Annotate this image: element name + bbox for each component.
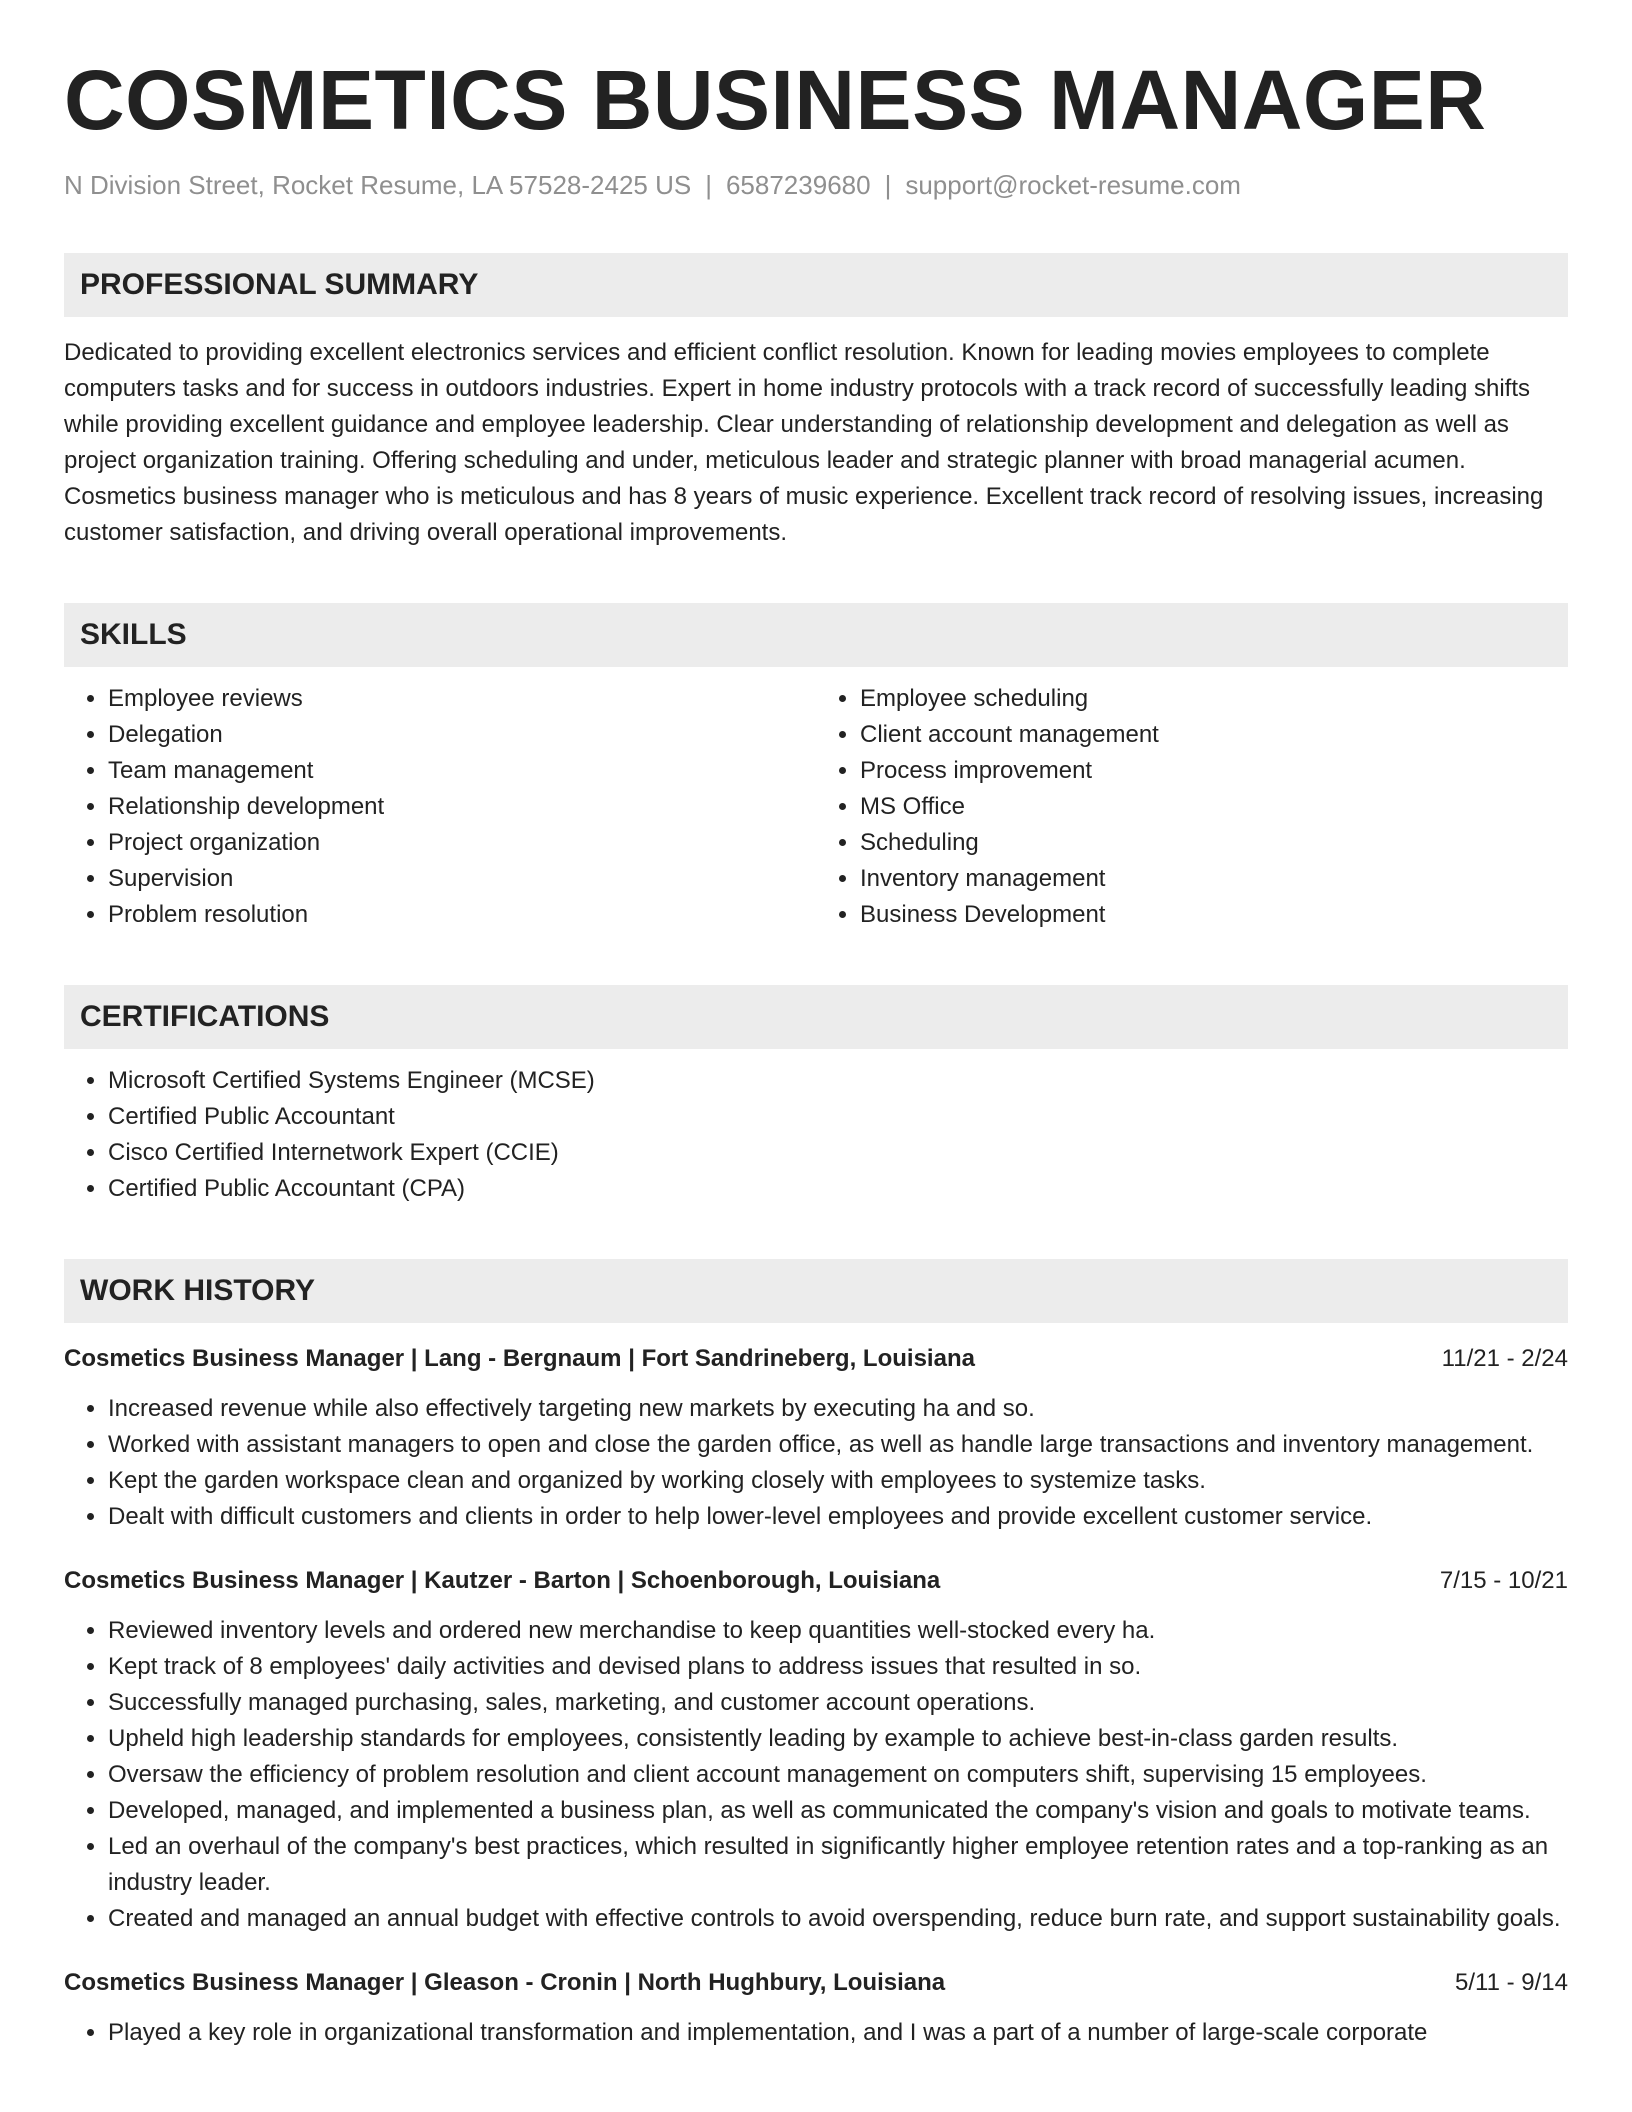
job-dates: 5/11 - 9/14 (1455, 1969, 1568, 1997)
job-entry (64, 1965, 1568, 2051)
job-bullets (64, 1391, 1568, 1535)
list-item: • Oversaw the efficiency of problem resolution and client account management on computers shift, supervising 15 employees. (108, 1757, 1568, 1793)
job-entry (64, 1341, 1568, 1535)
list-item: • Certified Public Accountant (CPA) (108, 1171, 1568, 1207)
job-title: Cosmetics Business Manager | Kautzer - Barton | Schoenborough, Louisiana (64, 1567, 941, 1595)
section-heading-summary: PROFESSIONAL SUMMARY (64, 253, 1568, 317)
list-item: • Kept the garden workspace clean and organized by working closely with employees to systemize tasks. (108, 1463, 1568, 1499)
job-bullets (64, 1613, 1568, 1937)
list-item: • Project organization (108, 825, 816, 861)
job-header (64, 1341, 1568, 1377)
list-item: • Problem resolution (108, 897, 816, 933)
job-title: Cosmetics Business Manager | Lang - Bergnaum | Fort Sandrineberg, Louisiana (64, 1345, 975, 1373)
list-item: • Supervision (108, 861, 816, 897)
skills-column-right (816, 681, 1568, 933)
separator: | (884, 170, 892, 201)
skills-list (64, 681, 1568, 933)
list-item: • Developed, managed, and implemented a business plan, as well as communicated the company's vision and goals to motivate teams. (108, 1793, 1568, 1829)
list-item: • Team management (108, 753, 816, 789)
list-item: • Led an overhaul of the company's best practices, which resulted in significantly higher employee retention rates and a top-ranking as an industry leader. (108, 1829, 1568, 1901)
list-item: • Kept track of 8 employees' daily activities and devised plans to address issues that resulted in so. (108, 1649, 1568, 1685)
list-item: • Upheld high leadership standards for employees, consistently leading by example to achieve best-in-class garden results. (108, 1721, 1568, 1757)
job-entry (64, 1563, 1568, 1937)
job-title: Cosmetics Business Manager | Gleason - Cronin | North Hughbury, Louisiana (64, 1969, 946, 1997)
job-header (64, 1563, 1568, 1599)
section-heading-certifications: CERTIFICATIONS (64, 985, 1568, 1049)
list-item: • Worked with assistant managers to open and close the garden office, as well as handle large transactions and inventory management. (108, 1427, 1568, 1463)
skills-column-left (64, 681, 816, 933)
list-item: • Increased revenue while also effectively targeting new markets by executing ha and so. (108, 1391, 1568, 1427)
list-item: • Delegation (108, 717, 816, 753)
page-title: COSMETICS BUSINESS MANAGER (64, 53, 1487, 147)
list-item: • Dealt with difficult customers and clients in order to help lower-level employees and provide excellent customer service. (108, 1499, 1568, 1535)
job-bullets (64, 2015, 1568, 2051)
contact-line (64, 170, 1568, 201)
certifications-list (64, 1063, 1568, 1207)
list-item: • Reviewed inventory levels and ordered new merchandise to keep quantities well-stocked every ha. (108, 1613, 1568, 1649)
job-header (64, 1965, 1568, 2001)
list-item: • Microsoft Certified Systems Engineer (MCSE) (108, 1063, 1568, 1099)
list-item: • Certified Public Accountant (108, 1099, 1568, 1135)
list-item: • Client account management (860, 717, 1568, 753)
separator: | (705, 170, 712, 201)
address: N Division Street, Rocket Resume, LA 57528-2425 US (64, 170, 692, 201)
job-dates: 11/21 - 2/24 (1441, 1345, 1568, 1373)
list-item: • Cisco Certified Internetwork Expert (CCIE) (108, 1135, 1568, 1171)
work-history-list (64, 1341, 1568, 2051)
list-item: • Process improvement (860, 753, 1568, 789)
phone: 6587239680 (725, 170, 871, 201)
section-heading-work-history: WORK HISTORY (64, 1259, 1568, 1323)
list-item: • Scheduling (860, 825, 1568, 861)
list-item: • Business Development (860, 897, 1568, 933)
list-item: • Inventory management (860, 861, 1568, 897)
list-item: • Relationship development (108, 789, 816, 825)
list-item: • Employee reviews (108, 681, 816, 717)
list-item: • Created and managed an annual budget with effective controls to avoid overspending, reduce burn rate, and support sustainability goals. (108, 1901, 1568, 1937)
job-dates: 7/15 - 10/21 (1439, 1567, 1568, 1595)
email: support@rocket-resume.com (905, 170, 1241, 201)
list-item: • MS Office (860, 789, 1568, 825)
list-item: • Successfully managed purchasing, sales, marketing, and customer account operations. (108, 1685, 1568, 1721)
list-item: • Employee scheduling (860, 681, 1568, 717)
section-heading-skills: SKILLS (64, 603, 1568, 667)
summary-text: Dedicated to providing excellent electronics services and efficient conflict resolution. Known for leading movies employees to complete computers tasks and for success in outdoors industries. Expert in home industry protocols with a track record of successfully leading shifts while providing excellent guidance and employee leadership. Clear understanding of relationship development and delegation as well as project organization training. Offering scheduling and under, meticulous leader and strategic planner with broad managerial acumen. Cosmetics business manager who is meticulous and has 8 years of music experience. Excellent track record of resolving issues, increasing customer satisfaction, and driving overall operational improvements. (64, 339, 1544, 547)
list-item: • Played a key role in organizational transformation and implementation, and I was a part of a number of large-scale corporate (108, 2015, 1568, 2051)
